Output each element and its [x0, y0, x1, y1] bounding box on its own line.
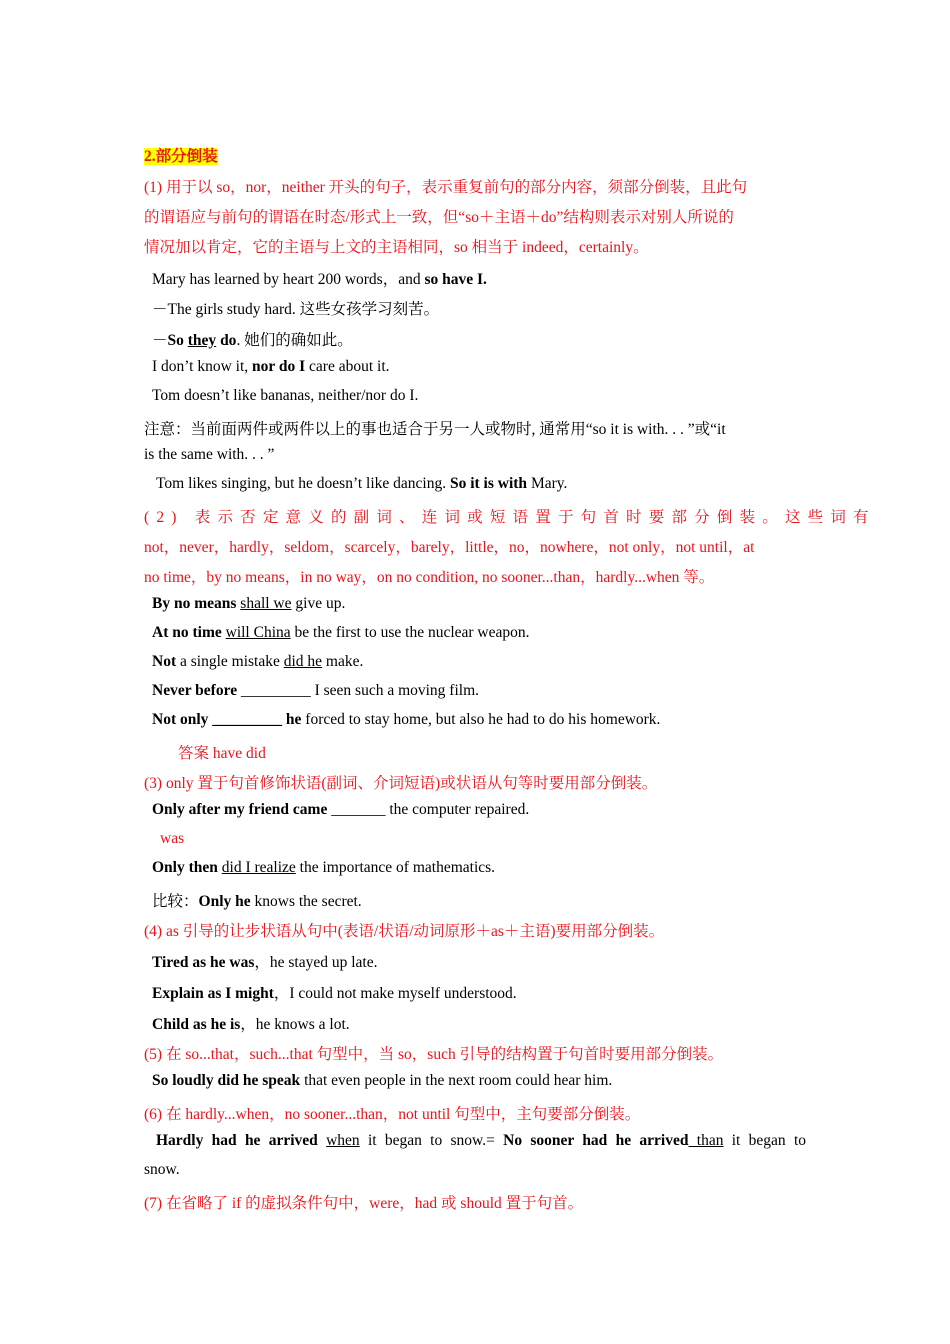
example-sentence: －The girls study hard. 这些女孩学习刻苦。: [152, 301, 440, 318]
example-sentence: By no means shall we give up.: [152, 595, 346, 612]
example-sentence: I don’t know it, nor do I care about it.: [152, 358, 390, 375]
rule-2-line-1: (2) 表示否定意义的副词、连词或短语置于句首时要部分倒装。这些词有: [144, 509, 876, 526]
example-sentence: 比较：Only he knows the secret.: [152, 893, 362, 910]
exercise-sentence: Only after my friend came _______ the computer repaired.: [152, 801, 530, 818]
example-sentence: Only then did I realize the importance of mathematics.: [152, 859, 496, 876]
note-line-2: is the same with. . . ”: [144, 446, 275, 463]
section-heading: [144, 144, 218, 166]
heading-highlight: 2.部分倒装: [144, 148, 218, 165]
example-continuation: snow.: [144, 1161, 180, 1178]
rule-1-line-2: 的谓语应与前句的谓语在时态/形式上一致，但“so＋主语＋do”结构则表示对别人所说的: [144, 209, 734, 226]
example-sentence: Tired as he was，he stayed up late.: [152, 954, 378, 971]
example-sentence: At no time will China be the first to use the nuclear weapon.: [152, 624, 530, 641]
rule-6-line-1: (6) 在 hardly...when，no sooner...than，not until 句型中，主句要部分倒装。: [144, 1106, 641, 1123]
rule-3-line-1: (3) only 置于句首修饰状语(副词、介词短语)或状语从句等时要用部分倒装。: [144, 775, 658, 792]
rule-4-line-1: (4) as 引导的让步状语从句中(表语/状语/动词原形＋as＋主语)要用部分倒装。: [144, 923, 665, 940]
rule-5-line-1: (5) 在 so...that，such...that 句型中，当 so，such 引导的结构置于句首时要用部分倒装。: [144, 1046, 724, 1063]
answer-text: was: [160, 830, 185, 847]
rule-7-line-1: (7) 在省略了 if 的虚拟条件句中，were，had 或 should 置于句首。: [144, 1195, 584, 1212]
exercise-sentence: Never before _________ I seen such a moving film.: [152, 682, 480, 699]
example-sentence: Hardly had he arrived when it began to snow.= No sooner had he arrived than it began to: [156, 1132, 807, 1149]
example-sentence: －So they do. 她们的确如此。: [152, 332, 353, 349]
note-line-1: 注意：当前面两件或两件以上的事也适合于另一人或物时, 通常用“so it is with. . . ”或“it: [144, 421, 726, 438]
example-sentence: Explain as I might，I could not make myself understood.: [152, 985, 517, 1002]
example-sentence: Not a single mistake did he make.: [152, 653, 364, 670]
rule-2-line-2: not，never，hardly，seldom，scarcely，barely，little，no，nowhere，not only，not until，at: [144, 539, 755, 556]
rule-1-line-3: 情况加以肯定，它的主语与上文的主语相同，so 相当于 indeed，certainly。: [144, 239, 649, 256]
example-sentence: Mary has learned by heart 200 words，and so have I.: [152, 271, 487, 288]
exercise-sentence: Not only _________ he forced to stay home, but also he had to do his homework.: [152, 711, 661, 728]
answer-text: 答案 have did: [178, 745, 266, 762]
rule-2-line-3: no time，by no means，in no way，on no condition, no sooner...than，hardly...when 等。: [144, 569, 715, 586]
example-sentence: Tom doesn’t like bananas, neither/nor do I.: [152, 387, 419, 404]
rule-1-line-1: (1) 用于以 so，nor，neither 开头的句子，表示重复前句的部分内容，须部分倒装，且此句: [144, 179, 748, 196]
example-sentence: Child as he is，he knows a lot.: [152, 1016, 350, 1033]
example-sentence: Tom likes singing, but he doesn’t like dancing. So it is with Mary.: [156, 475, 568, 492]
example-sentence: So loudly did he speak that even people in the next room could hear him.: [152, 1072, 613, 1089]
